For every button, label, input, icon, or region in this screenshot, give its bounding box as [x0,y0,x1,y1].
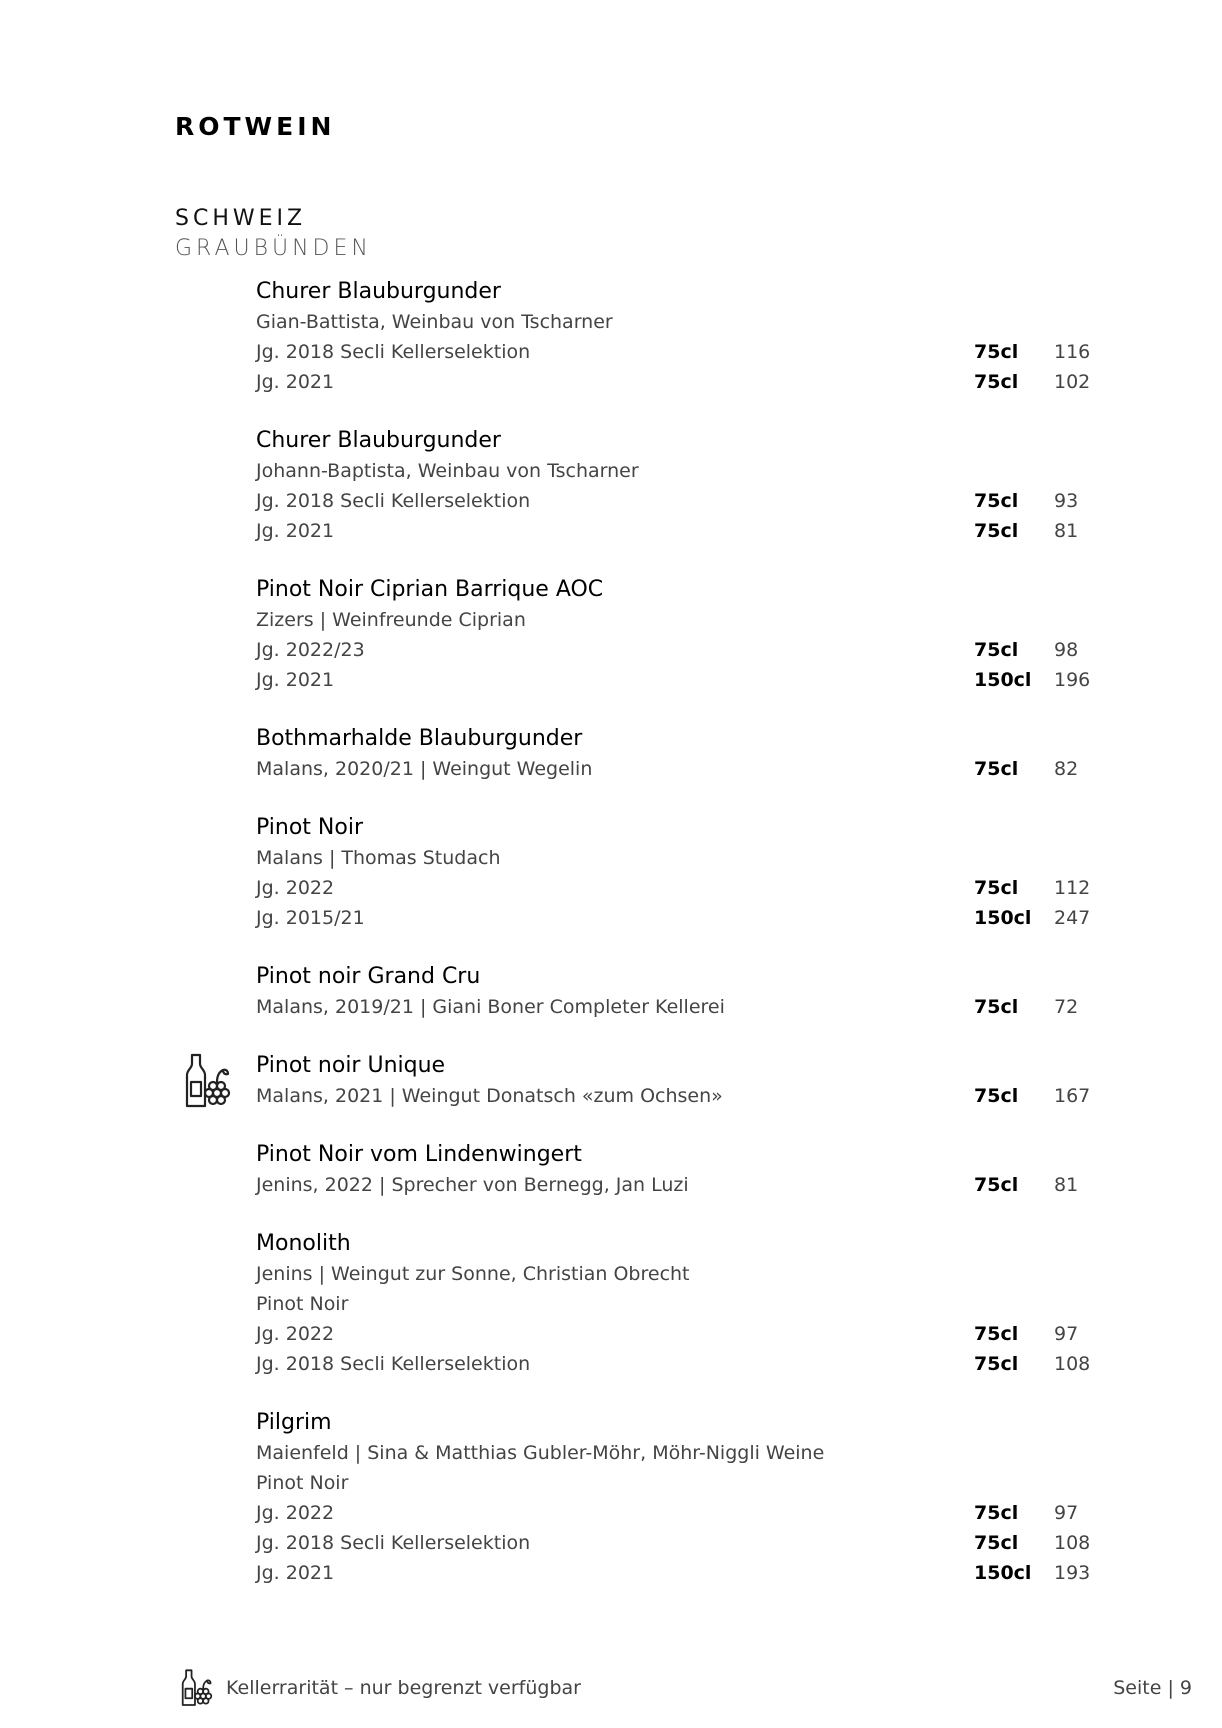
detail-text: Maienfeld | Sina & Matthias Gubler-Möhr, Möhr-Niggli Weine [256,1442,825,1464]
wine-detail-line [256,1502,1096,1528]
detail-text: Johann-Baptista, Weinbau von Tscharner [256,460,639,482]
wine-detail-line [256,1442,1096,1468]
bottle-size: 150cl [974,907,1032,929]
wine-name: Churer Blauburgunder [256,428,501,453]
detail-text: Jg. 2018 Secli Kellerselektion [256,490,531,512]
price: 108 [1054,1532,1091,1554]
wine-detail-line [256,669,1096,695]
detail-text: Pinot Noir [256,1293,349,1315]
price: 193 [1054,1562,1091,1584]
detail-text: Malans, 2021 | Weingut Donatsch «zum Ochsen» [256,1085,723,1107]
wine-detail-line [256,341,1096,367]
bottle-size: 75cl [974,490,1019,512]
detail-text: Jg. 2021 [256,669,335,691]
detail-text: Jg. 2022 [256,877,335,899]
price: 81 [1054,1174,1079,1196]
wine-detail-line [256,847,1096,873]
wine-detail-line [256,1353,1096,1379]
bottle-size: 75cl [974,1532,1019,1554]
wine-detail-line [256,1174,1096,1200]
bottle-size: 150cl [974,1562,1032,1584]
price: 97 [1054,1502,1079,1524]
wine-name: Pinot noir Unique [256,1053,446,1078]
price: 97 [1054,1323,1079,1345]
detail-text: Malans, 2019/21 | Giani Boner Completer Kellerei [256,996,725,1018]
wine-detail-line [256,1263,1096,1289]
wine-detail-line [256,639,1096,665]
wine-name: Churer Blauburgunder [256,279,501,304]
detail-text: Malans | Thomas Studach [256,847,501,869]
price: 98 [1054,639,1079,661]
price: 93 [1054,490,1079,512]
detail-text: Jg. 2018 Secli Kellerselektion [256,341,531,363]
detail-text: Jg. 2018 Secli Kellerselektion [256,1532,531,1554]
wine-detail-line [256,460,1096,486]
detail-text: Jg. 2018 Secli Kellerselektion [256,1353,531,1375]
wine-detail-line [256,490,1096,516]
wine-detail-line [256,371,1096,397]
price: 102 [1054,371,1091,393]
wine-name: Pinot Noir Ciprian Barrique AOC [256,577,604,602]
bottle-size: 75cl [974,758,1019,780]
price: 196 [1054,669,1091,691]
wine-name: Pinot Noir vom Lindenwingert [256,1142,582,1167]
bottle-size: 75cl [974,1323,1019,1345]
detail-text: Jg. 2021 [256,1562,335,1584]
bottle-size: 150cl [974,669,1032,691]
wine-detail-line [256,996,1096,1022]
bottle-size: 75cl [974,341,1019,363]
wine-detail-line [256,1472,1096,1498]
bottle-size: 75cl [974,520,1019,542]
bottle-size: 75cl [974,1353,1019,1375]
price: 112 [1054,877,1091,899]
wine-detail-line [256,1532,1096,1558]
wine-detail-line [256,311,1096,337]
wine-detail-line [256,877,1096,903]
wine-name: Pinot noir Grand Cru [256,964,481,989]
wine-name: Monolith [256,1231,351,1256]
detail-text: Malans, 2020/21 | Weingut Wegelin [256,758,593,780]
price: 72 [1054,996,1079,1018]
page-heading: ROTWEIN [175,112,336,141]
bottle-size: 75cl [974,1085,1019,1107]
bottle-size: 75cl [974,877,1019,899]
detail-text: Jg. 2022/23 [256,639,365,661]
detail-text: Zizers | Weinfreunde Ciprian [256,609,526,631]
wine-detail-line [256,1293,1096,1319]
wine-name: Pilgrim [256,1410,332,1435]
wine-detail-line [256,758,1096,784]
price: 81 [1054,520,1079,542]
bottle-size: 75cl [974,639,1019,661]
region-heading: GRAUBÜNDEN [175,236,372,261]
detail-text: Pinot Noir [256,1472,349,1494]
price: 116 [1054,341,1091,363]
wine-bottle-grapes-icon [183,1052,233,1110]
wine-bottle-grapes-icon [180,1668,214,1708]
detail-text: Jg. 2021 [256,520,335,542]
detail-text: Jg. 2022 [256,1502,335,1524]
footer-note: Kellerrarität – nur begrenzt verfügbar [226,1677,581,1699]
wine-name: Bothmarhalde Blauburgunder [256,726,583,751]
page-number: Seite | 9 [1113,1677,1192,1699]
country-heading: SCHWEIZ [175,206,307,231]
wine-detail-line [256,1085,1096,1111]
wine-detail-line [256,907,1096,933]
detail-text: Jenins | Weingut zur Sonne, Christian Obrecht [256,1263,690,1285]
wine-detail-line [256,520,1096,546]
price: 167 [1054,1085,1091,1107]
detail-text: Gian-Battista, Weinbau von Tscharner [256,311,613,333]
bottle-size: 75cl [974,996,1019,1018]
wine-detail-line [256,1323,1096,1349]
price: 108 [1054,1353,1091,1375]
bottle-size: 75cl [974,1502,1019,1524]
wine-detail-line [256,609,1096,635]
wine-detail-line [256,1562,1096,1588]
price: 82 [1054,758,1079,780]
bottle-size: 75cl [974,371,1019,393]
detail-text: Jg. 2021 [256,371,335,393]
detail-text: Jg. 2022 [256,1323,335,1345]
detail-text: Jg. 2015/21 [256,907,365,929]
bottle-size: 75cl [974,1174,1019,1196]
wine-name: Pinot Noir [256,815,363,840]
detail-text: Jenins, 2022 | Sprecher von Bernegg, Jan Luzi [256,1174,689,1196]
price: 247 [1054,907,1091,929]
